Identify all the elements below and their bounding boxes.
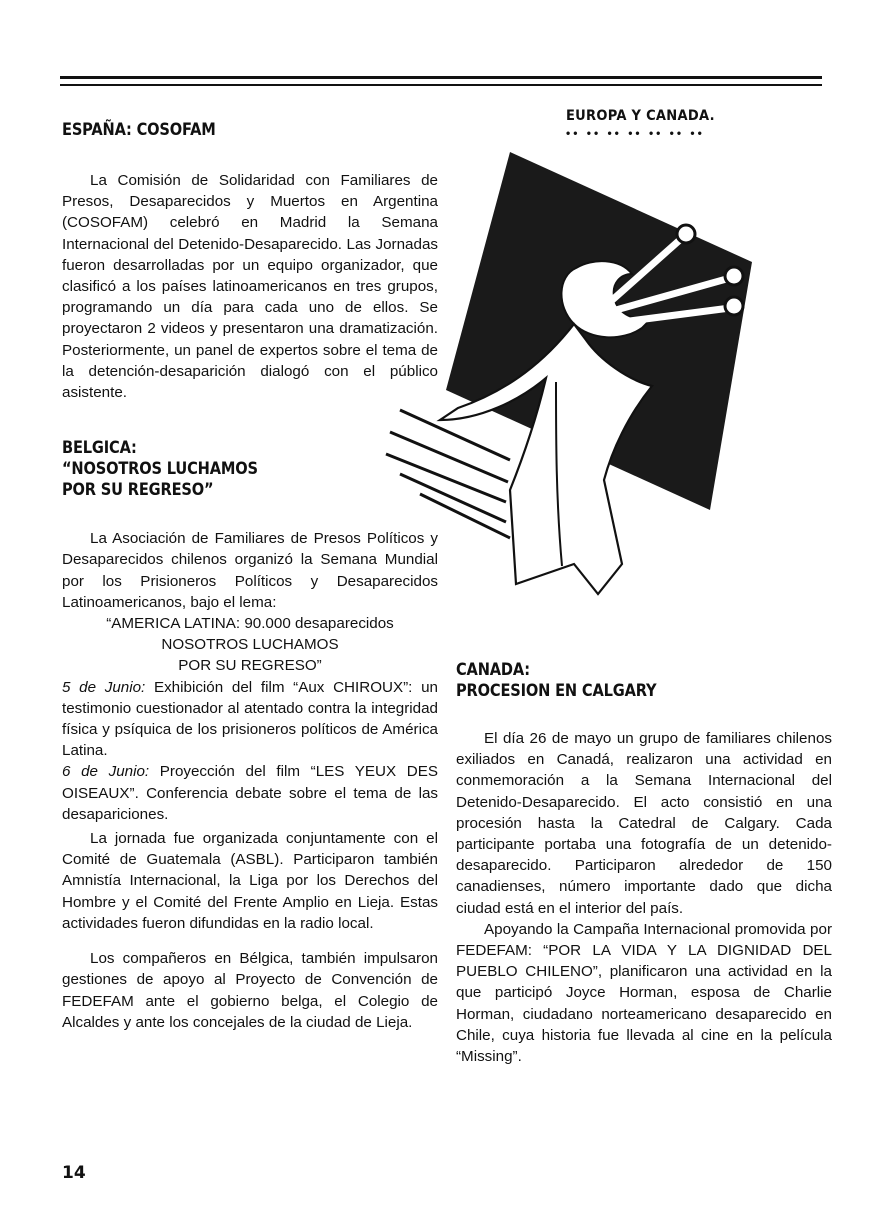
right-column [456,660,832,1067]
espana-paragraph: La Comisión de Solidaridad con Familiares de Presos, Desaparecidos y Muertos en Argentina (COSOFAM) celebró en Madrid la Semana Internacional del Detenido-Desaparecido. Las Jornadas fueron desarrolladas por un equipo organizador, que clasificó a los países latinoamericanos en tres grupos, programando un día para cada uno de ellos. Se proyectaron 2 videos y presentaron una dramatización. Posteriormente, un panel de expertos sobre el tema de la detención-desaparición dialogó con el público asistente. [62,172,438,402]
espana-heading: ESPAÑA: COSOFAM [62,120,216,140]
top-rule-thin [60,84,822,86]
canada-paragraph-2: Apoyando la Campaña Internacional promovida por FEDEFAM: “POR LA VIDA Y LA DIGNIDAD DEL PUEBLO CHILENO”, planificaron una actividad en la que participó Joyce Horman, esposa de Charlie Horman, ciudadano norteamericano desaparecido en Chile, cuya historia fue llevada al cine en la película “Missing”. [456,920,832,1066]
belgica-intro: La Asociación de Familiares de Presos Políticos y Desaparecidos chilenos organizó la Semana Mundial por los Prisioneros Políticos y Desaparecidos Latinoamericanos, bajo el lema: [62,530,438,611]
page-number: 14 [62,1163,86,1183]
event-item-2 [62,761,438,825]
belgica-heading-line-1: BELGICA: [62,438,137,459]
event-text-1: Exhibición del film “Aux CHIROUX”: un testimonio cuestionador al atentado contra la integridad física y psíquica de los prisioneros políticos de América Latina. [62,678,438,760]
belgica-heading [62,438,438,501]
event-item-1 [62,677,438,762]
canada-heading-line-2: PROCESION EN CALGARY [456,681,657,701]
section-label: EUROPA Y CANADA. [566,108,715,124]
companeros-paragraph: Los compañeros en Bélgica, también impulsaron gestiones de apoyo al Proyecto de Convención de FEDEFAM ante el gobierno belga, el Colegio de Alcaldes y ante los concejales de la ciudad de Lieja. [62,950,438,1031]
top-rule-thick [60,76,822,79]
belgica-heading-line-3: POR SU REGRESO” [62,480,214,501]
belgica-heading-line-2: “NOSOTROS LUCHAMOS [62,459,258,480]
event-text-2: Proyección del film “LES YEUX DES OISEAUX”. Conferencia debate sobre el tema de las desapariciones. [62,763,438,823]
section-label-block [566,108,766,140]
event-date-2: 6 de Junio: [62,763,150,781]
lema-line-1: “AMERICA LATINA: 90.000 desaparecidos [106,615,394,633]
left-column [62,120,438,1033]
lema-line-3: POR SU REGRESO” [178,657,322,675]
jornada-paragraph: La jornada fue organizada conjuntamente con el Comité de Guatemala (ASBL). Participaron también Amnistía Internacional, la Liga por los Derechos del Hombre y el Comité del Frente Amplio en Lieja. Estas actividades fueron difundidas en la radio local. [62,830,438,932]
lema-line-2: NOSOTROS LUCHAMOS [161,636,339,654]
canada-heading-line-1: CANADA: [456,660,530,680]
canada-paragraph-1: El día 26 de mayo un grupo de familiares chilenos exiliados en Canadá, realizaron una actividad en conmemoración a la Semana Internacional del Detenido-Desaparecido. El acto consistió en una procesión hasta la Catedral de Calgary. Cada participante portaba una fotografía de un detenido-desaparecido. Participaron alrededor de 150 canadienses, número importante dado que dicha ciudad está en el interior del país. [456,730,832,917]
section-dots: •• •• •• •• •• •• •• [566,126,705,140]
event-date-1: 5 de Junio: [62,678,146,696]
